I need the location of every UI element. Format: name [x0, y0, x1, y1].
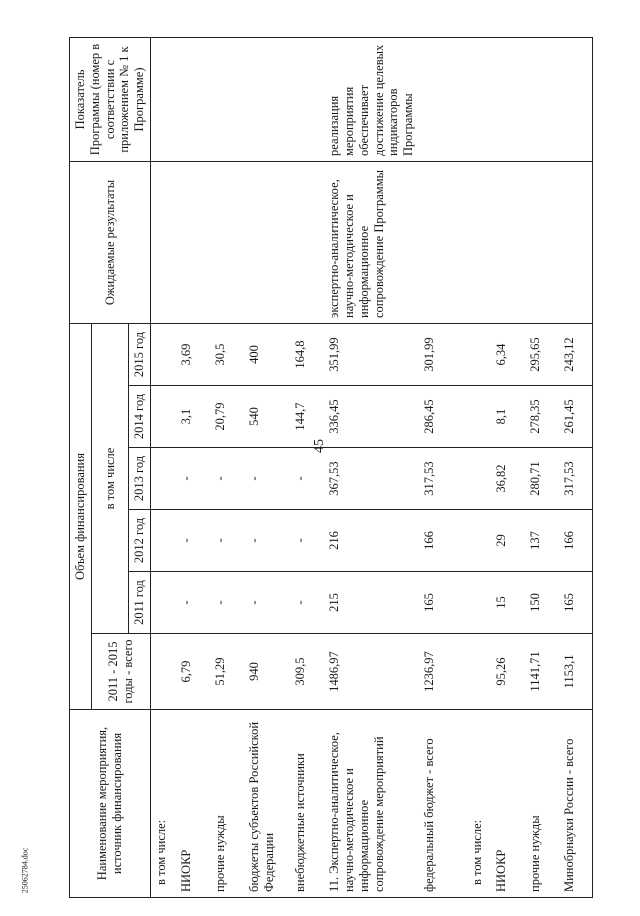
cell-indicator	[559, 38, 593, 162]
header-funding-volume: Объем финансирования	[70, 324, 92, 710]
cell-indicator	[525, 38, 559, 162]
table-row	[244, 38, 290, 898]
cell-y2015: 295,65	[525, 324, 559, 386]
cell-indicator	[467, 38, 491, 162]
cell-y2015: 351,99	[324, 324, 419, 386]
cell-name: НИОКР	[491, 710, 525, 898]
cell-name: Минобрнауки России - всего	[559, 710, 593, 898]
cell-result	[419, 162, 467, 324]
cell-name: внебюджетные источники	[290, 710, 324, 898]
table-row	[290, 38, 324, 898]
cell-y2014: 286,45	[419, 386, 467, 448]
cell-y2015: 400	[244, 324, 290, 386]
cell-y2011: -	[210, 572, 244, 634]
cell-total: 1153,1	[559, 634, 593, 710]
cell-total: 95,26	[491, 634, 525, 710]
cell-indicator	[244, 38, 290, 162]
cell-y2013: -	[176, 448, 210, 510]
cell-y2011	[467, 572, 491, 634]
cell-result	[210, 162, 244, 324]
funding-table	[69, 37, 593, 898]
cell-y2011: -	[176, 572, 210, 634]
table-row	[467, 38, 491, 898]
cell-y2012: -	[210, 510, 244, 572]
cell-y2013: -	[244, 448, 290, 510]
cell-y2013	[150, 448, 176, 510]
cell-y2011	[150, 572, 176, 634]
cell-y2014: 8,1	[491, 386, 525, 448]
cell-y2015: 6,34	[491, 324, 525, 386]
cell-y2015: 30,5	[210, 324, 244, 386]
table-row	[525, 38, 559, 898]
cell-y2012: -	[176, 510, 210, 572]
cell-y2011: -	[244, 572, 290, 634]
header-including: в том числе	[91, 324, 128, 634]
rotated-table-container	[69, 38, 640, 898]
cell-y2013: -	[210, 448, 244, 510]
header-total: 2011 - 2015 годы - всего	[91, 634, 150, 710]
cell-y2014: 261,45	[559, 386, 593, 448]
table-header	[70, 38, 151, 898]
cell-y2011: -	[290, 572, 324, 634]
cell-y2014: 3,1	[176, 386, 210, 448]
cell-y2011: 15	[491, 572, 525, 634]
cell-name: в том числе:	[150, 710, 176, 898]
cell-result	[290, 162, 324, 324]
cell-y2015: 164,8	[290, 324, 324, 386]
cell-y2012: 166	[559, 510, 593, 572]
header-year-2015: 2015 год	[129, 324, 151, 386]
cell-indicator	[491, 38, 525, 162]
cell-total: 51,29	[210, 634, 244, 710]
cell-total: 6,79	[176, 634, 210, 710]
table-row	[176, 38, 210, 898]
cell-result	[525, 162, 559, 324]
cell-indicator	[419, 38, 467, 162]
cell-result	[176, 162, 210, 324]
header-name: Наименование мероприятия, источник финансирования	[70, 710, 151, 898]
cell-y2014	[467, 386, 491, 448]
cell-name: 11. Экспертно-аналитическое, научно-методическое и информационное сопровождение мероприятий	[324, 710, 419, 898]
cell-name: в том числе:	[467, 710, 491, 898]
cell-result	[559, 162, 593, 324]
cell-name: НИОКР	[176, 710, 210, 898]
cell-y2012: 216	[324, 510, 419, 572]
cell-indicator	[290, 38, 324, 162]
header-year-2012: 2012 год	[129, 510, 151, 572]
cell-y2011: 165	[559, 572, 593, 634]
cell-y2011: 165	[419, 572, 467, 634]
document-id: 25062784.doc	[20, 847, 30, 894]
cell-y2014: 336,45	[324, 386, 419, 448]
cell-y2015: 301,99	[419, 324, 467, 386]
cell-y2012: 29	[491, 510, 525, 572]
cell-result: экспертно-аналитическое, научно-методическое и информационное сопровождение Программы	[324, 162, 419, 324]
header-year-2014: 2014 год	[129, 386, 151, 448]
cell-y2014	[150, 386, 176, 448]
cell-y2013: -	[290, 448, 324, 510]
table-row	[150, 38, 176, 898]
page-number: 45	[312, 439, 327, 453]
cell-y2012	[467, 510, 491, 572]
header-year-2011: 2011 год	[129, 572, 151, 634]
cell-indicator	[176, 38, 210, 162]
table-row	[210, 38, 244, 898]
cell-y2012: -	[290, 510, 324, 572]
cell-y2015	[150, 324, 176, 386]
header-year-2013: 2013 год	[129, 448, 151, 510]
cell-name: прочие нужды	[210, 710, 244, 898]
cell-y2013	[467, 448, 491, 510]
cell-result	[150, 162, 176, 324]
cell-y2014: 20,79	[210, 386, 244, 448]
cell-y2012	[150, 510, 176, 572]
cell-name: прочие нужды	[525, 710, 559, 898]
cell-y2013: 317,53	[559, 448, 593, 510]
cell-y2013: 280,71	[525, 448, 559, 510]
cell-result	[467, 162, 491, 324]
cell-indicator: реализация мероприятия обеспечивает достижение целевых индикаторов Программы	[324, 38, 419, 162]
cell-y2012: -	[244, 510, 290, 572]
cell-total	[467, 634, 491, 710]
cell-name: федеральный бюджет - всего	[419, 710, 467, 898]
cell-y2012: 166	[419, 510, 467, 572]
cell-total: 940	[244, 634, 290, 710]
cell-y2011: 150	[525, 572, 559, 634]
cell-y2013: 317,53	[419, 448, 467, 510]
table-row	[491, 38, 525, 898]
table-row	[324, 38, 419, 898]
table-row	[419, 38, 467, 898]
cell-y2011: 215	[324, 572, 419, 634]
cell-total	[150, 634, 176, 710]
table-row	[559, 38, 593, 898]
cell-y2014: 144,7	[290, 386, 324, 448]
cell-y2015: 243,12	[559, 324, 593, 386]
cell-y2014: 278,35	[525, 386, 559, 448]
cell-indicator	[150, 38, 176, 162]
cell-name: бюджеты субъектов Российской Федерации	[244, 710, 290, 898]
cell-total: 1141,71	[525, 634, 559, 710]
cell-result	[244, 162, 290, 324]
cell-total: 1236,97	[419, 634, 467, 710]
cell-y2015	[467, 324, 491, 386]
cell-y2012: 137	[525, 510, 559, 572]
cell-indicator	[210, 38, 244, 162]
cell-y2013: 36,82	[491, 448, 525, 510]
header-indicator: Показатель Программы (номер в соответствии с приложением № 1 к Программе)	[70, 38, 151, 162]
cell-total: 309,5	[290, 634, 324, 710]
cell-y2014: 540	[244, 386, 290, 448]
cell-total: 1486,97	[324, 634, 419, 710]
cell-y2015: 3,69	[176, 324, 210, 386]
cell-result	[491, 162, 525, 324]
header-results: Ожидаемые результаты	[70, 162, 151, 324]
cell-y2013: 367,53	[324, 448, 419, 510]
table-body	[150, 38, 593, 898]
